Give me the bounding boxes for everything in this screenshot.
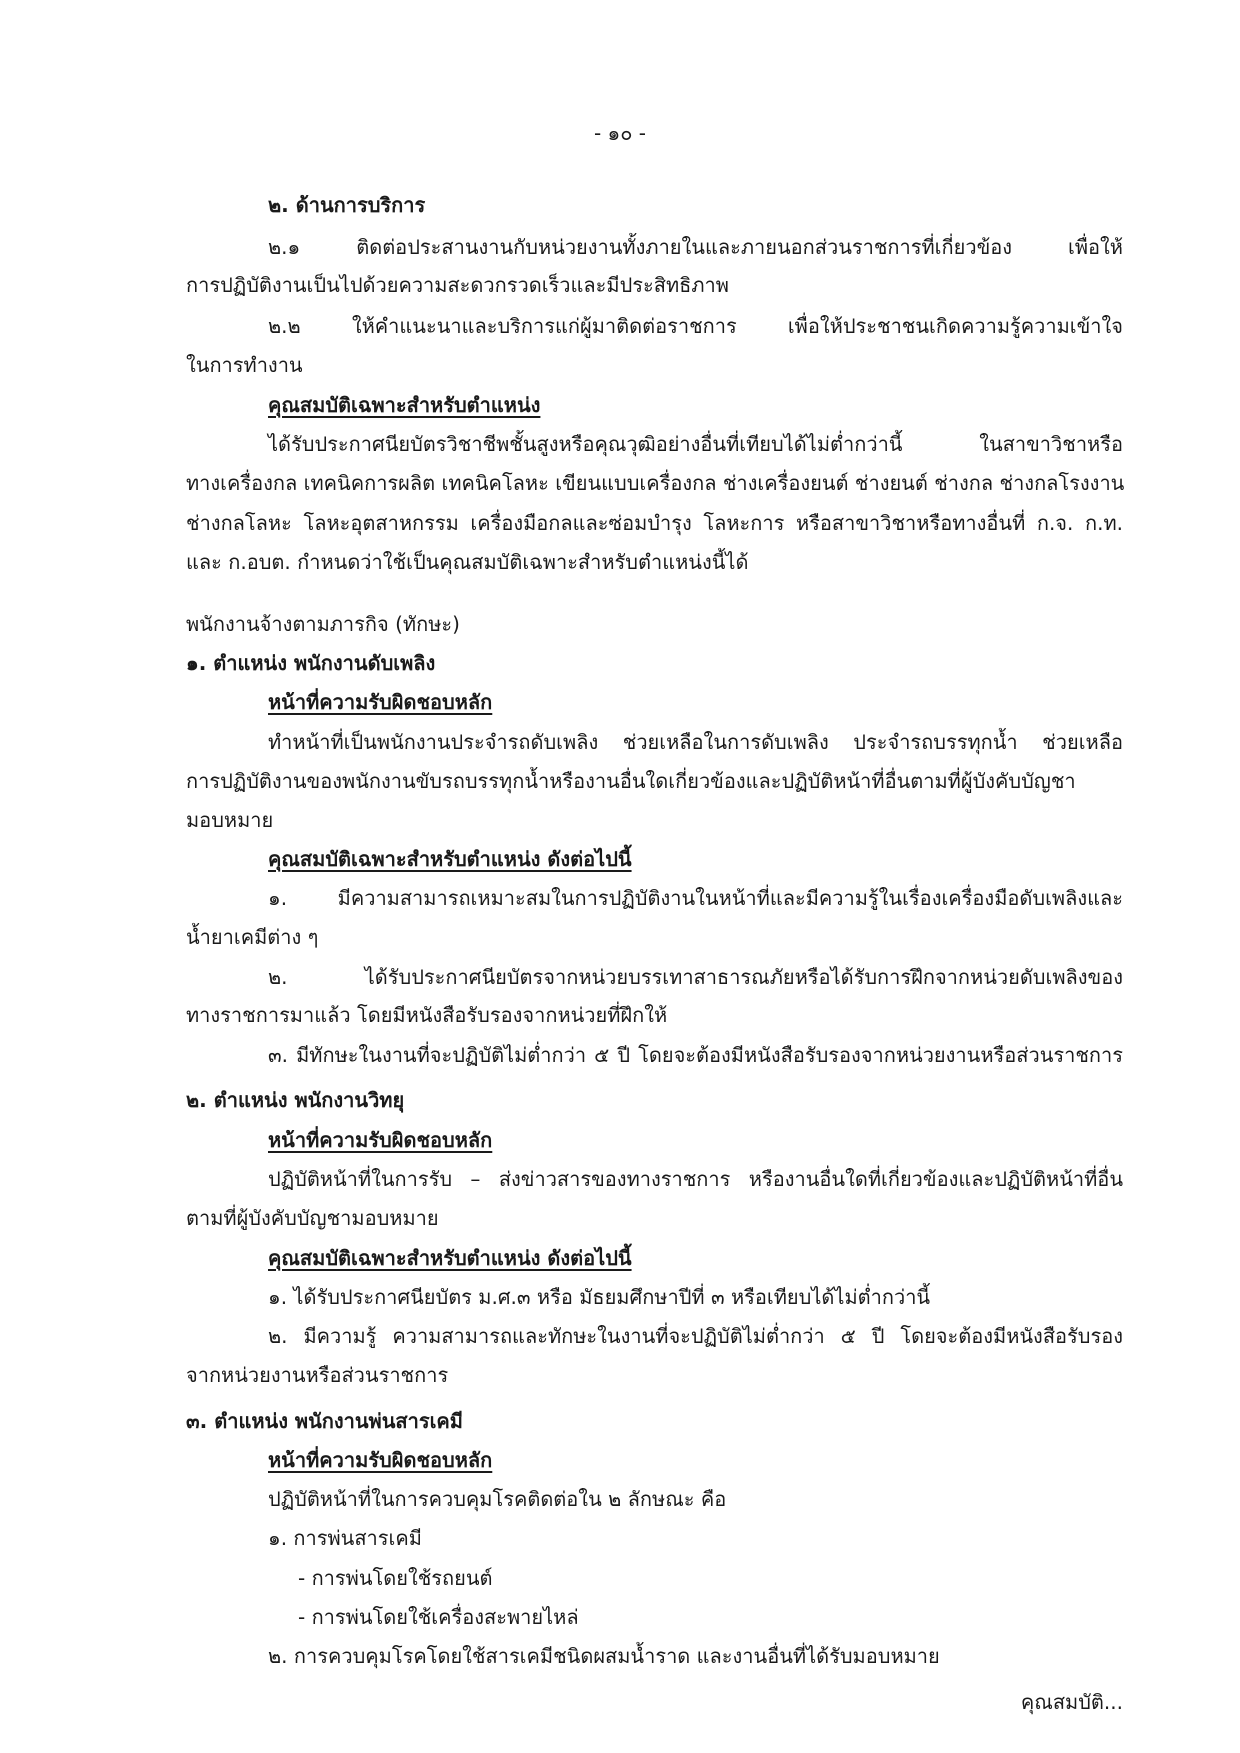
position-2-title: ๒. ตำแหน่ง พนักงานวิทยุ	[186, 1088, 405, 1112]
position-2-qual-2-line-1: ๒. มีความรู้ ความสามารถและทักษะในงานที่จะปฏิบัติไม่ต่ำกว่า ๕ ปี โดยจะต้องมีหนังสือรับรอง	[268, 1324, 1123, 1348]
qualification-line-3: ช่างกลโลหะ โลหะอุตสาหกรรม เครื่องมือกลและซ่อมบำรุง โลหะการ หรือสาขาวิชาหรือทางอื่นที่ ก.จ. ก.ท.	[186, 511, 1123, 535]
qualification-line-2: ทางเครื่องกล เทคนิคการผลิต เทคนิคโลหะ เขียนแบบเครื่องกล ช่างเครื่องยนต์ ช่างยนต์ ช่างกล ช่างกลโรงงาน	[186, 471, 1125, 495]
position-1-duties-heading: หน้าที่ความรับผิดชอบหลัก	[268, 690, 493, 714]
position-2-qual-2-line-2: จากหน่วยงานหรือส่วนราชการ	[186, 1363, 449, 1387]
employee-category: พนักงานจ้างตามภารกิจ (ทักษะ)	[186, 612, 460, 636]
position-1-qual-3-line-1: ๓. มีทักษะในงานที่จะปฏิบัติไม่ต่ำกว่า ๕ ปี โดยจะต้องมีหนังสือรับรองจากหน่วยงานหรือส่วนราชการ	[268, 1043, 1123, 1067]
position-1-qual-1-line-1: ๑. มีความสามารถเหมาะสมในการปฏิบัติงานในหน้าที่และมีความรู้ในเรื่องเครื่องมือดับเพลิงและ	[268, 886, 1123, 910]
position-2-duties-line-1: ปฏิบัติหน้าที่ในการรับ – ส่งข่าวสารของทางราชการ หรืองานอื่นใดที่เกี่ยวข้องและปฏิบัติหน้าที่อื่น	[268, 1167, 1123, 1191]
service-item-1-line-1: ๒.๑ ติดต่อประสานงานกับหน่วยงานทั้งภายในและภายนอกส่วนราชการที่เกี่ยวข้อง เพื่อให้	[268, 235, 1123, 259]
position-3-item-2: ๒. การควบคุมโรคโดยใช้สารเคมีชนิดผสมน้ำราด และงานอื่นที่ได้รับมอบหมาย	[268, 1644, 940, 1668]
position-2-duties-heading: หน้าที่ความรับผิดชอบหลัก	[268, 1128, 493, 1152]
qualification-line-4: และ ก.อบต. กำหนดว่าใช้เป็นคุณสมบัติเฉพาะสำหรับตำแหน่งนี้ได้	[186, 550, 749, 574]
position-1-qual-heading: คุณสมบัติเฉพาะสำหรับตำแหน่ง ดังต่อไปนี้	[268, 847, 632, 871]
position-2-qual-1-line-1: ๑. ได้รับประกาศนียบัตร ม.ศ.๓ หรือ มัธยมศึกษาปีที่ ๓ หรือเทียบได้ไม่ต่ำกว่านี้	[268, 1285, 931, 1309]
position-1-title: ๑. ตำแหน่ง พนักงานดับเพลิง	[186, 651, 436, 675]
position-3-item-1-sub-1: - การพ่นโดยใช้รถยนต์	[298, 1566, 493, 1590]
service-item-1-line-2: การปฏิบัติงานเป็นไปด้วยความสะดวกรวดเร็วและมีประสิทธิภาพ	[186, 273, 729, 297]
service-heading: ๒. ด้านการบริการ	[268, 193, 426, 217]
position-2-duties-line-2: ตามที่ผู้บังคับบัญชามอบหมาย	[186, 1206, 439, 1230]
position-3-duties-heading: หน้าที่ความรับผิดชอบหลัก	[268, 1448, 493, 1472]
qualification-line-1: ได้รับประกาศนียบัตรวิชาชีพชั้นสูงหรือคุณวุฒิอย่างอื่นที่เทียบได้ไม่ต่ำกว่านี้ ในสาขาวิชาหรือ	[268, 432, 1123, 456]
position-1-duties-line-1: ทำหน้าที่เป็นพนักงานประจำรถดับเพลิง ช่วยเหลือในการดับเพลิง ประจำรถบรรทุกน้ำ ช่วยเหลือ	[268, 730, 1123, 754]
position-1-duties-line-3: มอบหมาย	[186, 808, 274, 832]
position-2-qual-heading: คุณสมบัติเฉพาะสำหรับตำแหน่ง ดังต่อไปนี้	[268, 1246, 632, 1270]
position-3-item-1: ๑. การพ่นสารเคมี	[268, 1526, 422, 1550]
position-1-qual-1-line-2: น้ำยาเคมีต่าง ๆ	[186, 925, 319, 949]
position-3-title: ๓. ตำแหน่ง พนักงานพ่นสารเคมี	[186, 1409, 463, 1433]
continuation-marker: คุณสมบัติ...	[1020, 1690, 1123, 1714]
position-3-duties-line-1: ปฏิบัติหน้าที่ในการควบคุมโรคติดต่อใน ๒ ลักษณะ คือ	[268, 1487, 727, 1511]
service-item-2-line-1: ๒.๒ ให้คำแนะนาและบริการแก่ผู้มาติดต่อราชการ เพื่อให้ประชาชนเกิดความรู้ความเข้าใจ	[268, 314, 1123, 338]
position-3-item-1-sub-2: - การพ่นโดยใช้เครื่องสะพายไหล่	[298, 1605, 579, 1629]
position-1-qual-2-line-2: ทางราชการมาแล้ว โดยมีหนังสือรับรองจากหน่วยที่ฝึกให้	[186, 1003, 668, 1027]
service-item-2-line-2: ในการทำงาน	[186, 353, 303, 377]
page-number: - ๑๐ -	[593, 121, 647, 145]
position-1-qual-2-line-1: ๒. ได้รับประกาศนียบัตรจากหน่วยบรรเทาสาธารณภัยหรือได้รับการฝึกจากหน่วยดับเพลิงของ	[268, 965, 1123, 989]
position-1-duties-line-2: การปฏิบัติงานของพนักงานขับรถบรรทุกน้ำหรืองานอื่นใดเกี่ยวข้องและปฏิบัติหน้าที่อื่นตามที่ผู้บังคับบัญชา	[186, 769, 1076, 793]
qualification-heading: คุณสมบัติเฉพาะสำหรับตำแหน่ง	[268, 393, 541, 417]
